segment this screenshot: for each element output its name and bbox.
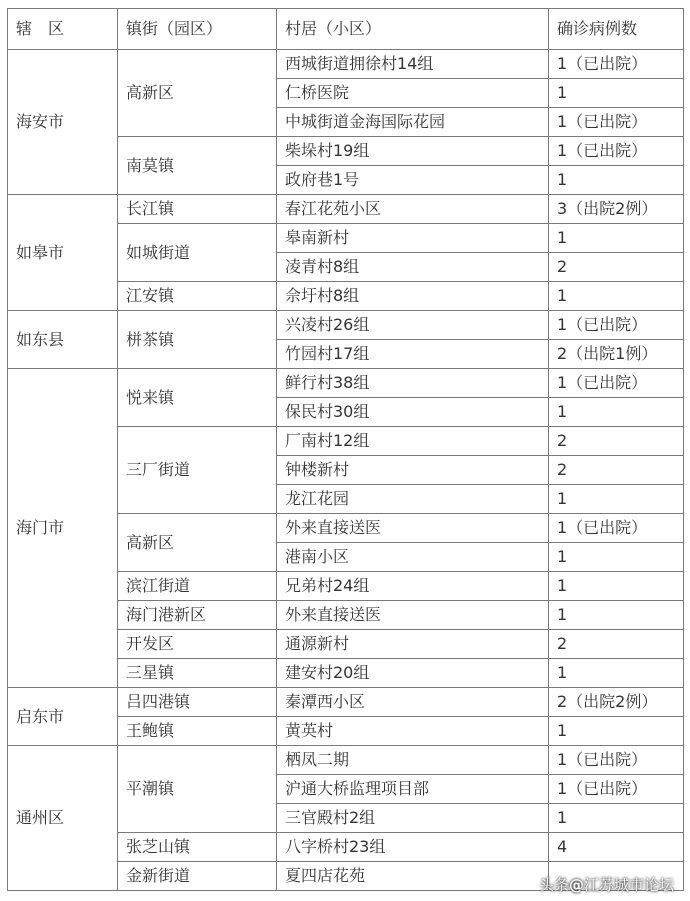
village-cell: 钟楼新村 <box>277 456 549 485</box>
header-district: 辖 区 <box>8 9 118 50</box>
count-cell: 1 <box>549 166 684 195</box>
watermark-name: 江苏城市论坛 <box>583 876 674 894</box>
count-cell: 2 <box>549 456 684 485</box>
town-cell: 悦来镇 <box>118 369 277 427</box>
village-cell: 栖凤二期 <box>277 746 549 775</box>
village-cell: 西城街道拥徐村14组 <box>277 50 549 79</box>
district-cell: 通州区 <box>8 746 118 891</box>
village-cell: 外来直接送医 <box>277 514 549 543</box>
header-count: 确诊病例数 <box>549 9 684 50</box>
count-cell: 1（已出院） <box>549 746 684 775</box>
village-cell: 秦潭西小区 <box>277 688 549 717</box>
town-cell: 平潮镇 <box>118 746 277 833</box>
district-cell: 如皋市 <box>8 195 118 311</box>
village-cell: 三官殿村2组 <box>277 804 549 833</box>
town-cell: 长江镇 <box>118 195 277 224</box>
village-cell: 兄弟村24组 <box>277 572 549 601</box>
header-village: 村居（小区） <box>277 9 549 50</box>
table-row <box>8 688 684 717</box>
watermark <box>539 874 674 895</box>
village-cell: 春江花苑小区 <box>277 195 549 224</box>
town-cell: 海门港新区 <box>118 601 277 630</box>
village-cell: 兴凌村26组 <box>277 311 549 340</box>
count-cell: 1（已出院） <box>549 137 684 166</box>
town-cell: 吕四港镇 <box>118 688 277 717</box>
count-cell: 2（出院2例） <box>549 688 684 717</box>
count-cell: 1 <box>549 224 684 253</box>
watermark-prefix: 头条 <box>538 876 569 894</box>
count-cell: 1 <box>549 79 684 108</box>
count-cell: 1 <box>549 485 684 514</box>
count-cell: 1 <box>549 543 684 572</box>
count-cell: 1（已出院） <box>549 369 684 398</box>
table-row <box>8 369 684 398</box>
town-cell: 开发区 <box>118 630 277 659</box>
case-table <box>7 8 684 891</box>
district-cell: 如东县 <box>8 311 118 369</box>
village-cell: 凌青村8组 <box>277 253 549 282</box>
town-cell: 滨江街道 <box>118 572 277 601</box>
village-cell: 仁桥医院 <box>277 79 549 108</box>
town-cell: 三厂街道 <box>118 427 277 514</box>
count-cell: 1 <box>549 282 684 311</box>
town-cell: 江安镇 <box>118 282 277 311</box>
count-cell: 1（已出院） <box>549 514 684 543</box>
town-cell: 高新区 <box>118 514 277 572</box>
village-cell: 中城街道金海国际花园 <box>277 108 549 137</box>
town-cell: 高新区 <box>118 50 277 137</box>
table-row <box>8 195 684 224</box>
count-cell: 2 <box>549 253 684 282</box>
count-cell: 1（已出院） <box>549 311 684 340</box>
village-cell: 佘圩村8组 <box>277 282 549 311</box>
count-cell: 1（已出院） <box>549 108 684 137</box>
town-cell: 栟茶镇 <box>118 311 277 369</box>
village-cell: 厂南村12组 <box>277 427 549 456</box>
village-cell: 夏四店花苑 <box>277 862 549 891</box>
town-cell: 三星镇 <box>118 659 277 688</box>
village-cell: 建安村20组 <box>277 659 549 688</box>
header-town: 镇街（园区） <box>118 9 277 50</box>
table-row <box>8 311 684 340</box>
count-cell: 4 <box>549 833 684 862</box>
district-cell: 启东市 <box>8 688 118 746</box>
village-cell: 港南小区 <box>277 543 549 572</box>
header-row <box>8 9 684 50</box>
district-cell: 海门市 <box>8 369 118 688</box>
village-cell: 沪通大桥监理项目部 <box>277 775 549 804</box>
village-cell: 政府巷1号 <box>277 166 549 195</box>
town-cell: 如城街道 <box>118 224 277 282</box>
village-cell: 竹园村17组 <box>277 340 549 369</box>
village-cell: 鲜行村38组 <box>277 369 549 398</box>
town-cell: 南莫镇 <box>118 137 277 195</box>
count-cell: 3（出院2例） <box>549 195 684 224</box>
village-cell: 龙江花园 <box>277 485 549 514</box>
table-row <box>8 746 684 775</box>
count-cell: 1 <box>549 659 684 688</box>
count-cell: 1（已出院） <box>549 50 684 79</box>
count-cell: 1（已出院） <box>549 775 684 804</box>
village-cell: 外来直接送医 <box>277 601 549 630</box>
village-cell: 保民村30组 <box>277 398 549 427</box>
village-cell: 黄英村 <box>277 717 549 746</box>
village-cell: 柴垛村19组 <box>277 137 549 166</box>
count-cell: 1 <box>549 572 684 601</box>
town-cell: 金新街道 <box>118 862 277 891</box>
village-cell: 八字桥村23组 <box>277 833 549 862</box>
town-cell: 王鲍镇 <box>118 717 277 746</box>
watermark-at: @ <box>568 876 584 894</box>
village-cell: 皋南新村 <box>277 224 549 253</box>
count-cell: 2 <box>549 427 684 456</box>
district-cell: 海安市 <box>8 50 118 195</box>
town-cell: 张芝山镇 <box>118 833 277 862</box>
village-cell: 通源新村 <box>277 630 549 659</box>
count-cell: 1 <box>549 804 684 833</box>
count-cell: 2 <box>549 630 684 659</box>
table-body <box>8 50 684 891</box>
count-cell: 1 <box>549 717 684 746</box>
count-cell: 1 <box>549 398 684 427</box>
count-cell: 1 <box>549 601 684 630</box>
table-row <box>8 50 684 79</box>
count-cell: 2（出院1例） <box>549 340 684 369</box>
